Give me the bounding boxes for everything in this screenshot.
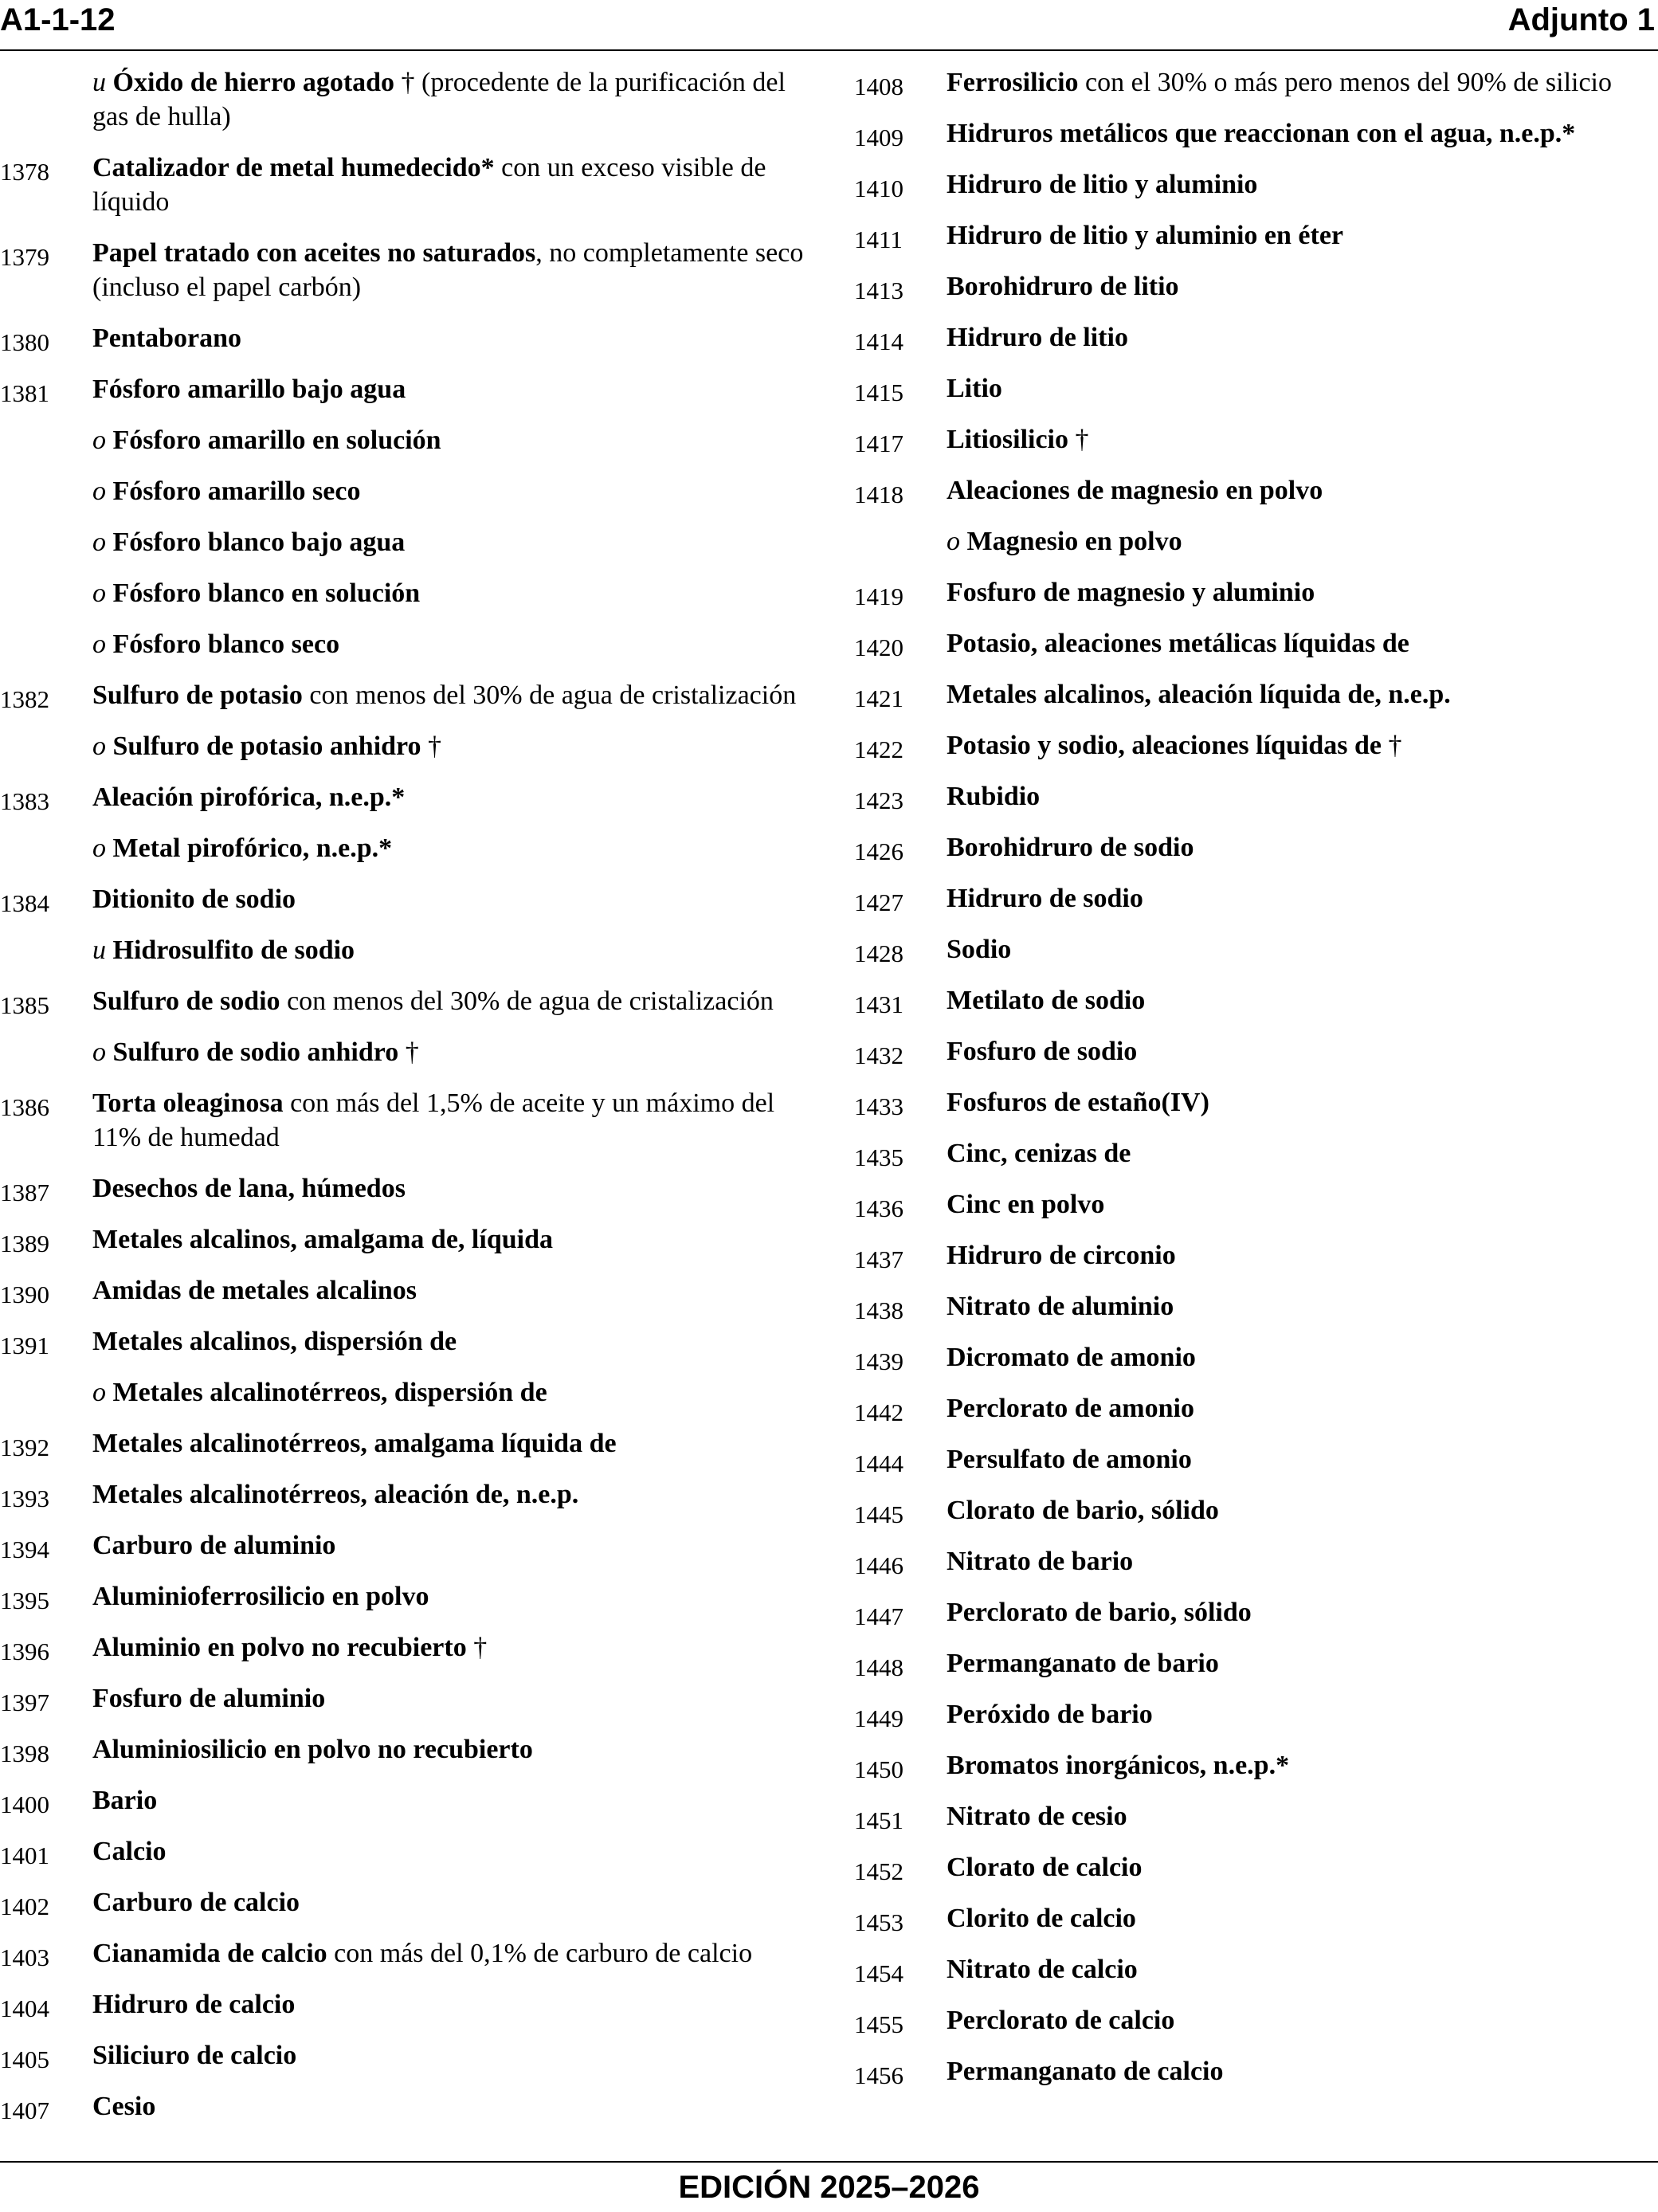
substance-name: Nitrato de calcio [947,1955,1138,1984]
un-number: 1420 [854,633,903,661]
substance-name: Ferrosilicio [947,68,1079,97]
un-number: 1398 [0,1739,49,1767]
list-item [854,626,1651,661]
substance-name: Metales alcalinos, dispersión de [92,1327,457,1356]
substance-description: † [1381,731,1402,760]
list-item [854,1034,1651,1069]
un-number: 1423 [854,786,903,814]
edition-label: EDICIÓN 2025–2026 [678,2170,980,2205]
un-number: 1395 [0,1586,49,1614]
list-item [854,167,1651,202]
substance-description: , no completamente seco (incluso el papel carbón) [92,238,804,302]
un-number: 1393 [0,1484,49,1512]
entry-prefix: u [92,935,106,965]
list-item [854,320,1651,355]
list-item [854,1442,1651,1477]
list-item [854,1850,1651,1885]
un-number: 1390 [0,1281,49,1308]
substance-name: Fósforo blanco bajo agua [112,528,406,557]
un-number: 1386 [0,1093,49,1121]
un-number: 1428 [854,939,903,967]
list-item [0,236,805,304]
substance-name: Fósforo amarillo en solución [112,426,441,455]
substance-name: Perclorato de amonio [947,1394,1194,1423]
list-item [0,1086,805,1155]
substance-name: Magnesio en polvo [966,527,1182,556]
substance-name: Hidruros metálicos que reaccionan con el agua, n.e.p.* [947,119,1576,148]
list-item [854,2003,1651,2037]
list-item [0,1732,805,1767]
un-number: 1408 [854,73,903,100]
substance-name: Rubidio [947,782,1041,811]
substance-name: Sodio [947,935,1012,964]
substance-name: Sulfuro de potasio [92,680,303,710]
list-item [0,729,805,763]
page-footer [0,2161,1658,2212]
substance-description: con menos del 30% de agua de cristalización [280,986,774,1016]
substance-name: Nitrato de cesio [947,1802,1127,1831]
list-item [0,1426,805,1461]
un-number: 1403 [0,1943,49,1971]
substance-name: Borohidruro de sodio [947,833,1194,862]
substance-name: Catalizador de metal humedecido* [92,153,495,182]
list-item [0,1834,805,1869]
substance-name: Metal pirofórico, n.e.p.* [112,833,393,863]
un-number: 1427 [854,888,903,916]
substance-name: Permanganato de bario [947,1649,1219,1678]
substance-name: Litiosilicio [947,425,1068,454]
un-number: 1402 [0,1892,49,1920]
un-number: 1405 [0,2045,49,2073]
substance-description: con más del 1,5% de aceite y un máximo del 11% de humedad [92,1088,775,1152]
un-number: 1397 [0,1688,49,1716]
list-item [854,2054,1651,2088]
substance-name: Fósforo blanco en solución [112,578,421,608]
substance-name: Potasio, aleaciones metálicas líquidas de [947,629,1409,658]
list-item [0,1273,805,1308]
un-number: 1383 [0,787,49,815]
list-item [0,576,805,610]
substance-name: Nitrato de aluminio [947,1292,1174,1321]
list-item [854,1187,1651,1222]
substance-name: Aluminio en polvo no recubierto [92,1633,467,1662]
un-number: 1437 [854,1245,903,1273]
list-item [854,1085,1651,1120]
substance-name: Metales alcalinos, amalgama de, líquida [92,1225,553,1254]
list-item [854,65,1651,100]
substance-name: Siliciuro de calcio [92,2041,297,2070]
list-item [0,1035,805,1069]
substance-name: Desechos de lana, húmedos [92,1174,406,1203]
un-number: 1413 [854,276,903,304]
substance-description: † [466,1633,488,1662]
substance-name: Clorito de calcio [947,1904,1136,1933]
substance-name: Cinc, cenizas de [947,1139,1131,1168]
right-column [854,65,1651,2105]
un-number: 1400 [0,1790,49,1818]
list-item [854,779,1651,814]
entry-prefix: o [92,578,106,608]
substance-name: Torta oleaginosa [92,1088,284,1118]
un-number: 1451 [854,1806,903,1834]
list-item [854,1697,1651,1732]
un-number: 1456 [854,2061,903,2089]
un-number: 1387 [0,1179,49,1206]
substance-name: Fosfuros de estaño(IV) [947,1088,1209,1117]
un-number: 1439 [854,1347,903,1375]
un-number: 1435 [854,1143,903,1171]
attachment-label: Adjunto 1 [1507,2,1655,37]
un-number: 1396 [0,1637,49,1665]
substance-name: Clorato de calcio [947,1853,1143,1882]
un-number: 1449 [854,1704,903,1732]
substance-name: Carburo de aluminio [92,1531,336,1560]
list-item [0,372,805,406]
substance-description: con un exceso visible de líquido [92,153,766,217]
un-number: 1453 [854,1908,903,1936]
un-number: 1414 [854,327,903,355]
entry-prefix: o [947,527,960,556]
substance-name: Amidas de metales alcalinos [92,1276,417,1305]
substance-name: Aleación pirofórica, n.e.p.* [92,782,406,812]
un-number: 1432 [854,1041,903,1069]
list-item [854,422,1651,457]
substance-name: Hidruro de litio y aluminio en éter [947,221,1344,250]
substance-name: Bromatos inorgánicos, n.e.p.* [947,1751,1290,1780]
substance-name: Fosfuro de aluminio [92,1684,326,1713]
un-number: 1407 [0,2096,49,2124]
substance-name: Hidruro de litio y aluminio [947,170,1258,199]
list-item [0,1171,805,1206]
entry-prefix: o [92,629,106,659]
substance-name: Aluminioferrosilicio en polvo [92,1582,429,1611]
substance-name: Pentaborano [92,324,241,353]
list-item [0,627,805,661]
left-column [0,65,805,2140]
un-number: 1384 [0,889,49,917]
list-item [0,1936,805,1971]
list-item [854,1544,1651,1579]
substance-name: Fosfuro de magnesio y aluminio [947,578,1315,607]
substance-name: Potasio y sodio, aleaciones líquidas de [947,731,1382,760]
entry-prefix: o [92,477,106,506]
substance-name: Óxido de hierro agotado [112,68,395,97]
substance-description: † [1068,425,1089,454]
un-number: 1417 [854,429,903,457]
un-number: 1447 [854,1602,903,1630]
substance-name: Metales alcalinotérreos, aleación de, n.e.p. [92,1480,579,1509]
substance-description: † [421,731,442,761]
list-item [0,882,805,916]
list-item [0,1783,805,1818]
substance-name: Hidruro de circonio [947,1241,1176,1270]
list-item [854,932,1651,967]
un-number: 1421 [854,684,903,712]
un-number: 1410 [854,175,903,202]
un-number: 1426 [854,837,903,865]
list-item [854,1595,1651,1630]
un-number: 1436 [854,1194,903,1222]
substance-name: Clorato de bario, sólido [947,1496,1219,1525]
un-number: 1381 [0,379,49,407]
list-item [0,780,805,814]
un-number: 1379 [0,243,49,271]
list-item [854,881,1651,916]
list-item [0,984,805,1018]
entry-prefix: o [92,528,106,557]
un-number: 1389 [0,1230,49,1257]
un-number: 1422 [854,735,903,763]
substance-name: Sulfuro de sodio [92,986,280,1016]
substance-name: Borohidruro de litio [947,272,1179,301]
substance-name: Metilato de sodio [947,986,1146,1015]
list-item [854,473,1651,508]
list-item [0,1528,805,1563]
substance-name: Cianamida de calcio [92,1939,327,1968]
un-number: 1411 [854,226,903,253]
list-item [854,1799,1651,1834]
substance-name: Aleaciones de magnesio en polvo [947,476,1323,505]
list-item [854,1238,1651,1273]
un-number: 1382 [0,685,49,713]
section-code: A1-1-12 [0,2,116,37]
substance-name: Sulfuro de sodio anhidro [112,1037,399,1067]
list-item [0,1579,805,1614]
list-item [854,269,1651,304]
page-header [0,0,1658,51]
entry-prefix: o [92,731,106,761]
un-number: 1378 [0,158,49,186]
substance-name: Aluminiosilicio en polvo no recubierto [92,1735,533,1764]
un-number: 1415 [854,378,903,406]
un-number: 1454 [854,1959,903,1987]
substance-description: † (procedente de la purificación del gas de hulla) [92,68,786,131]
list-item [0,1681,805,1716]
list-item [0,1222,805,1257]
substance-name: Peróxido de bario [947,1700,1153,1729]
list-item [0,2089,805,2124]
substance-name: Persulfato de amonio [947,1445,1192,1474]
un-number: 1418 [854,480,903,508]
entry-prefix: u [92,68,106,97]
un-number: 1452 [854,1857,903,1885]
list-item [854,524,1651,559]
list-item [854,1952,1651,1986]
list-item [0,321,805,355]
list-item [854,728,1651,763]
substance-name: Fosfuro de sodio [947,1037,1138,1066]
un-number: 1446 [854,1551,903,1579]
un-number: 1455 [854,2010,903,2038]
list-item [854,1901,1651,1936]
substance-name: Carburo de calcio [92,1888,300,1917]
un-number: 1385 [0,991,49,1019]
un-number: 1448 [854,1653,903,1681]
list-item [0,1375,805,1410]
entry-prefix: o [92,426,106,455]
list-item [854,1391,1651,1426]
substance-name: Perclorato de bario, sólido [947,1598,1252,1627]
list-item [854,1748,1651,1783]
substance-name: Metales alcalinos, aleación líquida de, n.e.p. [947,680,1451,709]
list-item [0,423,805,457]
un-number: 1380 [0,328,49,356]
list-item [0,65,805,134]
list-item [854,1493,1651,1528]
substance-name: Calcio [92,1837,167,1866]
substance-name: Litio [947,374,1002,403]
list-item [854,371,1651,406]
substance-name: Sulfuro de potasio anhidro [112,731,421,761]
substance-name: Cesio [92,2092,156,2121]
substance-name: Fósforo amarillo bajo agua [92,375,406,404]
un-number: 1445 [854,1500,903,1528]
un-number: 1391 [0,1332,49,1359]
list-item [0,151,805,219]
list-item [0,831,805,865]
list-item [0,2038,805,2073]
un-number: 1392 [0,1433,49,1461]
entry-prefix: o [92,1037,106,1067]
un-number: 1433 [854,1092,903,1120]
list-item [854,1136,1651,1171]
un-number: 1409 [854,124,903,151]
substance-description: con el 30% o más pero menos del 90% de silicio [1078,68,1613,97]
list-item [0,1987,805,2022]
entry-prefix: o [92,1378,106,1407]
list-item [854,575,1651,610]
substance-description: † [398,1037,419,1067]
un-number: 1401 [0,1841,49,1869]
un-number: 1450 [854,1755,903,1783]
list-item [854,677,1651,712]
substance-name: Hidruro de calcio [92,1990,296,2019]
substance-name: Cinc en polvo [947,1190,1105,1219]
substance-description: con más del 0,1% de carburo de calcio [327,1939,753,1968]
substance-name: Fósforo blanco seco [112,629,340,659]
un-number: 1419 [854,582,903,610]
substance-name: Perclorato de calcio [947,2006,1175,2035]
entry-prefix: o [92,833,106,863]
list-item [0,678,805,712]
un-number: 1444 [854,1449,903,1477]
list-item [854,830,1651,865]
substance-name: Hidruro de sodio [947,884,1143,913]
substance-name: Hidrosulfito de sodio [112,935,355,965]
substance-name: Dicromato de amonio [947,1343,1196,1372]
un-number: 1438 [854,1296,903,1324]
list-item [854,116,1651,151]
substance-description: con menos del 30% de agua de cristalización [302,680,797,710]
list-item [0,474,805,508]
substance-name: Metales alcalinotérreos, dispersión de [112,1378,547,1407]
list-item [0,1630,805,1665]
substance-name: Fósforo amarillo seco [112,477,361,506]
list-item [854,1646,1651,1681]
substance-name: Permanganato de calcio [947,2057,1224,2086]
list-item [0,1885,805,1920]
list-item [854,1340,1651,1375]
un-number: 1404 [0,1994,49,2022]
list-item [0,1324,805,1359]
list-item [854,218,1651,253]
un-number: 1431 [854,990,903,1018]
substance-name: Bario [92,1786,158,1815]
list-item [0,525,805,559]
un-number: 1394 [0,1535,49,1563]
substance-name: Papel tratado con aceites no saturados [92,238,536,268]
substance-name: Hidruro de litio [947,323,1128,352]
list-item [854,1289,1651,1324]
list-item [0,1477,805,1512]
list-item [0,933,805,967]
substance-name: Metales alcalinotérreos, amalgama líquida de [92,1429,617,1458]
list-item [854,983,1651,1018]
substance-name: Ditionito de sodio [92,884,296,914]
substance-name: Nitrato de bario [947,1547,1134,1576]
un-number: 1442 [854,1398,903,1426]
